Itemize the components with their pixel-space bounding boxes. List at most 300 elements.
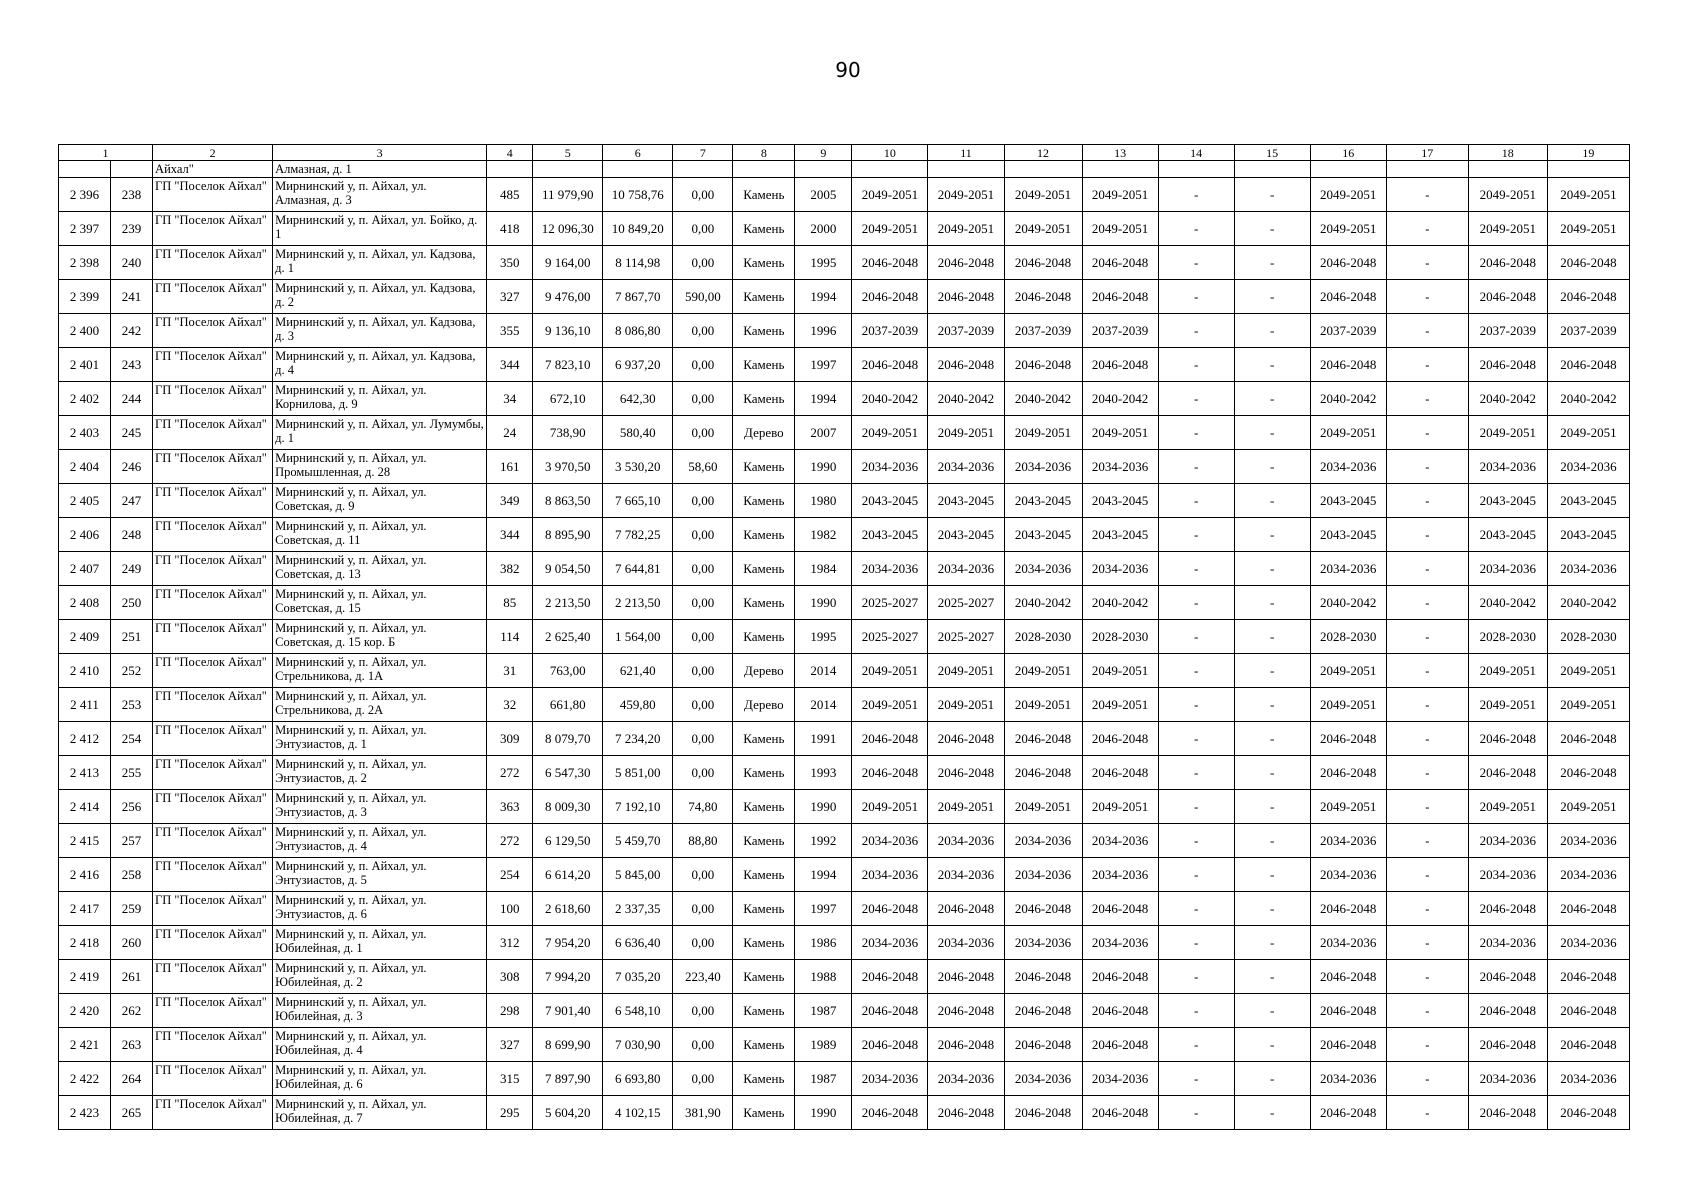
table-row: [59, 892, 1630, 926]
table-cell: 2005: [795, 178, 852, 212]
table-cell: 2 417: [59, 892, 111, 926]
table-cell: Айхал": [153, 161, 273, 178]
housing-register-table: [58, 144, 1630, 1130]
table-cell: 2049-2051: [1310, 688, 1386, 722]
table-cell: 1997: [795, 892, 852, 926]
table-cell: Дерево: [733, 654, 795, 688]
table-row: [59, 620, 1630, 654]
table-cell: [487, 161, 533, 178]
table-cell: 2046-2048: [852, 1028, 928, 1062]
column-number-header: 18: [1468, 145, 1547, 161]
table-cell: 2046-2048: [1468, 994, 1547, 1028]
table-cell: 244: [111, 382, 153, 416]
table-cell: 2046-2048: [852, 280, 928, 314]
table-cell: 2037-2039: [1082, 314, 1158, 348]
table-cell: Мирнинский у, п. Айхал, ул. Юбилейная, д. 4: [273, 1028, 487, 1062]
table-cell: 2049-2051: [928, 688, 1004, 722]
table-cell: 8 114,98: [603, 246, 673, 280]
table-cell: Мирнинский у, п. Айхал, ул. Юбилейная, д. 1: [273, 926, 487, 960]
table-cell: Камень: [733, 348, 795, 382]
table-cell: 2046-2048: [928, 756, 1004, 790]
table-cell: 272: [487, 756, 533, 790]
table-row: [59, 484, 1630, 518]
table-cell: 298: [487, 994, 533, 1028]
table-cell: -: [1386, 246, 1468, 280]
table-cell: 2049-2051: [1547, 790, 1629, 824]
table-cell: -: [1158, 858, 1234, 892]
table-cell: 2046-2048: [1310, 1096, 1386, 1130]
table-cell: 2007: [795, 416, 852, 450]
table-cell: 0,00: [673, 654, 733, 688]
table-cell: 2049-2051: [1468, 416, 1547, 450]
table-cell: 2014: [795, 654, 852, 688]
table-cell: 7 234,20: [603, 722, 673, 756]
table-cell: 243: [111, 348, 153, 382]
table-cell: 2040-2042: [1082, 586, 1158, 620]
table-cell: 2043-2045: [1468, 518, 1547, 552]
table-cell: 255: [111, 756, 153, 790]
table-cell: 2049-2051: [1082, 790, 1158, 824]
table-cell: Мирнинский у, п. Айхал, ул. Кадзова, д. 2: [273, 280, 487, 314]
table-cell: 2049-2051: [1082, 416, 1158, 450]
table-cell: 1990: [795, 450, 852, 484]
table-cell: 2040-2042: [1310, 382, 1386, 416]
table-cell: 2034-2036: [1082, 552, 1158, 586]
table-cell: [733, 161, 795, 178]
table-cell: Камень: [733, 722, 795, 756]
table-cell: 251: [111, 620, 153, 654]
table-cell: 3 530,20: [603, 450, 673, 484]
table-cell: 2049-2051: [1004, 688, 1082, 722]
table-cell: 661,80: [533, 688, 603, 722]
table-cell: 1987: [795, 994, 852, 1028]
table-cell: 1984: [795, 552, 852, 586]
table-cell: -: [1158, 518, 1234, 552]
column-number-header: 14: [1158, 145, 1234, 161]
table-cell: 2046-2048: [1547, 756, 1629, 790]
table-cell: 2049-2051: [852, 212, 928, 246]
table-cell: -: [1386, 756, 1468, 790]
table-cell: -: [1234, 824, 1310, 858]
table-cell: -: [1234, 1096, 1310, 1130]
table-cell: 2000: [795, 212, 852, 246]
table-cell: 2034-2036: [1310, 552, 1386, 586]
column-number-header: 2: [153, 145, 273, 161]
table-cell: 2049-2051: [1468, 654, 1547, 688]
table-cell: 2034-2036: [1004, 1062, 1082, 1096]
table-cell: 2046-2048: [928, 960, 1004, 994]
table-cell: 2046-2048: [852, 348, 928, 382]
column-number-header: 6: [603, 145, 673, 161]
table-cell: 2034-2036: [1547, 926, 1629, 960]
table-cell: 239: [111, 212, 153, 246]
table-cell: 2034-2036: [1468, 450, 1547, 484]
table-cell: 7 901,40: [533, 994, 603, 1028]
table-cell: 5 459,70: [603, 824, 673, 858]
table-cell: 2040-2042: [1004, 586, 1082, 620]
table-cell: -: [1386, 926, 1468, 960]
table-cell: 1994: [795, 382, 852, 416]
table-cell: 31: [487, 654, 533, 688]
table-cell: 223,40: [673, 960, 733, 994]
table-cell: 2 421: [59, 1028, 111, 1062]
table-cell: 2046-2048: [1004, 994, 1082, 1028]
table-cell: 2028-2030: [1004, 620, 1082, 654]
table-cell: 2049-2051: [1310, 416, 1386, 450]
table-cell: 9 054,50: [533, 552, 603, 586]
table-cell: 2 413: [59, 756, 111, 790]
column-number-header: 7: [673, 145, 733, 161]
table-cell: ГП "Поселок Айхал": [153, 1062, 273, 1096]
table-cell: -: [1386, 484, 1468, 518]
table-cell: 74,80: [673, 790, 733, 824]
table-cell: Камень: [733, 1062, 795, 1096]
column-number-header: 5: [533, 145, 603, 161]
table-cell: Камень: [733, 314, 795, 348]
table-cell: 2049-2051: [1082, 212, 1158, 246]
table-row: [59, 688, 1630, 722]
table-cell: -: [1386, 348, 1468, 382]
table-cell: Мирнинский у, п. Айхал, ул. Кадзова, д. 1: [273, 246, 487, 280]
table-cell: 2034-2036: [928, 926, 1004, 960]
table-cell: 265: [111, 1096, 153, 1130]
table-cell: 6 693,80: [603, 1062, 673, 1096]
table-cell: ГП "Поселок Айхал": [153, 1096, 273, 1130]
table-cell: 2025-2027: [928, 586, 1004, 620]
table-cell: 2 403: [59, 416, 111, 450]
table-cell: ГП "Поселок Айхал": [153, 960, 273, 994]
table-cell: ГП "Поселок Айхал": [153, 654, 273, 688]
table-cell: -: [1234, 246, 1310, 280]
table-cell: 2 405: [59, 484, 111, 518]
table-cell: -: [1158, 178, 1234, 212]
table-cell: -: [1234, 552, 1310, 586]
table-cell: 9 476,00: [533, 280, 603, 314]
table-cell: [852, 161, 928, 178]
table-cell: [1468, 161, 1547, 178]
table-cell: Мирнинский у, п. Айхал, ул. Бойко, д. 1: [273, 212, 487, 246]
table-cell: Мирнинский у, п. Айхал, ул. Энтузиастов, д. 4: [273, 824, 487, 858]
table-cell: 2049-2051: [1004, 790, 1082, 824]
table-cell: ГП "Поселок Айхал": [153, 926, 273, 960]
table-cell: -: [1234, 926, 1310, 960]
table-cell: 2046-2048: [928, 246, 1004, 280]
table-cell: 738,90: [533, 416, 603, 450]
table-cell: 2040-2042: [1082, 382, 1158, 416]
table-cell: 2040-2042: [1004, 382, 1082, 416]
table-row: [59, 348, 1630, 382]
table-cell: Мирнинский у, п. Айхал, ул. Юбилейная, д. 2: [273, 960, 487, 994]
table-cell: 2049-2051: [1547, 416, 1629, 450]
table-row: [59, 178, 1630, 212]
table-cell: 2046-2048: [1004, 756, 1082, 790]
table-cell: 0,00: [673, 722, 733, 756]
table-cell: 2046-2048: [1004, 348, 1082, 382]
table-cell: 2034-2036: [928, 824, 1004, 858]
table-cell: 2034-2036: [852, 552, 928, 586]
table-cell: ГП "Поселок Айхал": [153, 756, 273, 790]
table-cell: 2046-2048: [1547, 892, 1629, 926]
table-cell: ГП "Поселок Айхал": [153, 246, 273, 280]
table-cell: 2049-2051: [928, 212, 1004, 246]
table-cell: 1992: [795, 824, 852, 858]
table-cell: 10 849,20: [603, 212, 673, 246]
table-cell: -: [1158, 586, 1234, 620]
table-cell: 2046-2048: [1547, 348, 1629, 382]
table-cell: 2034-2036: [1468, 926, 1547, 960]
table-cell: 2 409: [59, 620, 111, 654]
table-cell: 2043-2045: [1547, 484, 1629, 518]
table-cell: [111, 161, 153, 178]
table-cell: 1994: [795, 858, 852, 892]
table-cell: -: [1234, 1028, 1310, 1062]
table-cell: ГП "Поселок Айхал": [153, 178, 273, 212]
table-cell: 1980: [795, 484, 852, 518]
table-cell: 381,90: [673, 1096, 733, 1130]
table-cell: -: [1234, 348, 1310, 382]
table-cell: 2025-2027: [928, 620, 1004, 654]
table-cell: 6 636,40: [603, 926, 673, 960]
table-cell: 252: [111, 654, 153, 688]
table-cell: -: [1158, 1096, 1234, 1130]
table-cell: 2046-2048: [1004, 892, 1082, 926]
table-cell: 0,00: [673, 926, 733, 960]
table-cell: ГП "Поселок Айхал": [153, 586, 273, 620]
table-cell: 2046-2048: [852, 892, 928, 926]
table-cell: -: [1234, 382, 1310, 416]
table-cell: 2034-2036: [1004, 858, 1082, 892]
table-cell: Мирнинский у, п. Айхал, ул. Стрельникова, д. 2А: [273, 688, 487, 722]
table-cell: 2028-2030: [1310, 620, 1386, 654]
table-cell: 2034-2036: [1547, 450, 1629, 484]
table-cell: -: [1158, 348, 1234, 382]
table-cell: 0,00: [673, 348, 733, 382]
table-cell: 485: [487, 178, 533, 212]
table-cell: 2037-2039: [928, 314, 1004, 348]
table-cell: -: [1234, 212, 1310, 246]
table-cell: 2034-2036: [928, 1062, 1004, 1096]
table-cell: 2 414: [59, 790, 111, 824]
table-cell: 242: [111, 314, 153, 348]
table-cell: 0,00: [673, 518, 733, 552]
table-cell: -: [1386, 518, 1468, 552]
table-cell: 1996: [795, 314, 852, 348]
table-cell: [603, 161, 673, 178]
table-cell: 2034-2036: [928, 858, 1004, 892]
table-cell: -: [1386, 416, 1468, 450]
table-cell: ГП "Поселок Айхал": [153, 382, 273, 416]
table-cell: 2046-2048: [1004, 1028, 1082, 1062]
continuation-row: [59, 161, 1630, 178]
table-cell: Мирнинский у, п. Айхал, ул. Корнилова, д. 9: [273, 382, 487, 416]
table-cell: 0,00: [673, 620, 733, 654]
table-cell: 2049-2051: [852, 688, 928, 722]
table-cell: -: [1158, 688, 1234, 722]
table-cell: ГП "Поселок Айхал": [153, 620, 273, 654]
table-cell: 2034-2036: [1547, 552, 1629, 586]
table-cell: 6 614,20: [533, 858, 603, 892]
table-cell: 2043-2045: [1547, 518, 1629, 552]
table-cell: -: [1234, 756, 1310, 790]
table-cell: 2046-2048: [1468, 892, 1547, 926]
table-cell: 2046-2048: [928, 348, 1004, 382]
table-row: [59, 246, 1630, 280]
table-cell: -: [1234, 314, 1310, 348]
table-cell: 1990: [795, 1096, 852, 1130]
table-cell: 2034-2036: [1004, 450, 1082, 484]
table-row: [59, 824, 1630, 858]
table-cell: 1989: [795, 1028, 852, 1062]
table-cell: 7 035,20: [603, 960, 673, 994]
table-cell: [1004, 161, 1082, 178]
table-row: [59, 280, 1630, 314]
column-number-header-row: [59, 145, 1630, 161]
table-cell: 2046-2048: [928, 1028, 1004, 1062]
table-row: [59, 212, 1630, 246]
table-cell: 2046-2048: [1468, 722, 1547, 756]
table-cell: 2040-2042: [1468, 382, 1547, 416]
table-cell: [1386, 161, 1468, 178]
table-cell: ГП "Поселок Айхал": [153, 518, 273, 552]
table-cell: 2046-2048: [1082, 1096, 1158, 1130]
table-cell: 2034-2036: [1004, 926, 1082, 960]
column-number-header: 17: [1386, 145, 1468, 161]
table-cell: 621,40: [603, 654, 673, 688]
table-cell: 6 548,10: [603, 994, 673, 1028]
table-cell: 2049-2051: [1004, 212, 1082, 246]
table-cell: 2049-2051: [928, 654, 1004, 688]
table-cell: 2034-2036: [1468, 552, 1547, 586]
table-cell: 2 397: [59, 212, 111, 246]
table-cell: 34: [487, 382, 533, 416]
table-cell: 2034-2036: [1547, 858, 1629, 892]
table-cell: -: [1386, 314, 1468, 348]
table-cell: 238: [111, 178, 153, 212]
table-cell: Мирнинский у, п. Айхал, ул. Юбилейная, д. 6: [273, 1062, 487, 1096]
table-cell: Камень: [733, 960, 795, 994]
table-cell: Мирнинский у, п. Айхал, ул. Энтузиастов, д. 1: [273, 722, 487, 756]
table-cell: -: [1234, 892, 1310, 926]
table-cell: 2043-2045: [1082, 518, 1158, 552]
table-cell: 0,00: [673, 382, 733, 416]
table-cell: Камень: [733, 620, 795, 654]
table-cell: [1547, 161, 1629, 178]
table-cell: Камень: [733, 178, 795, 212]
table-row: [59, 722, 1630, 756]
table-cell: 2049-2051: [928, 790, 1004, 824]
table-cell: 2034-2036: [1468, 1062, 1547, 1096]
table-cell: 2037-2039: [1547, 314, 1629, 348]
table-cell: 2046-2048: [1310, 892, 1386, 926]
table-cell: [533, 161, 603, 178]
table-cell: 642,30: [603, 382, 673, 416]
table-cell: 2043-2045: [1310, 518, 1386, 552]
table-cell: 2049-2051: [928, 416, 1004, 450]
table-row: [59, 960, 1630, 994]
table-cell: 309: [487, 722, 533, 756]
table-cell: 114: [487, 620, 533, 654]
table-cell: Мирнинский у, п. Айхал, ул. Юбилейная, д. 7: [273, 1096, 487, 1130]
table-cell: -: [1234, 178, 1310, 212]
table-cell: 2046-2048: [1004, 246, 1082, 280]
column-number-header: 11: [928, 145, 1004, 161]
table-cell: -: [1386, 960, 1468, 994]
table-cell: 2049-2051: [852, 416, 928, 450]
table-row: [59, 314, 1630, 348]
table-cell: 2034-2036: [1310, 1062, 1386, 1096]
table-cell: -: [1158, 654, 1234, 688]
table-row: [59, 1028, 1630, 1062]
table-cell: 258: [111, 858, 153, 892]
table-cell: ГП "Поселок Айхал": [153, 416, 273, 450]
table-cell: 2046-2048: [928, 280, 1004, 314]
table-cell: 350: [487, 246, 533, 280]
table-cell: 1995: [795, 246, 852, 280]
table-cell: [1234, 161, 1310, 178]
table-cell: 6 129,50: [533, 824, 603, 858]
table-cell: 1993: [795, 756, 852, 790]
table-cell: 418: [487, 212, 533, 246]
table-cell: 2046-2048: [1082, 722, 1158, 756]
table-cell: 2034-2036: [1547, 1062, 1629, 1096]
table-cell: 2046-2048: [928, 1096, 1004, 1130]
table-cell: 0,00: [673, 858, 733, 892]
table-cell: 2040-2042: [1547, 382, 1629, 416]
table-cell: 85: [487, 586, 533, 620]
table-cell: 8 086,80: [603, 314, 673, 348]
table-cell: [928, 161, 1004, 178]
table-row: [59, 756, 1630, 790]
table-row: [59, 994, 1630, 1028]
table-cell: ГП "Поселок Айхал": [153, 450, 273, 484]
table-cell: 0,00: [673, 892, 733, 926]
table-cell: ГП "Поселок Айхал": [153, 790, 273, 824]
table-cell: 382: [487, 552, 533, 586]
table-cell: 7 782,25: [603, 518, 673, 552]
table-row: [59, 654, 1630, 688]
table-cell: 8 699,90: [533, 1028, 603, 1062]
table-cell: 261: [111, 960, 153, 994]
table-cell: -: [1158, 484, 1234, 518]
table-cell: 2046-2048: [1547, 246, 1629, 280]
column-number-header: 13: [1082, 145, 1158, 161]
table-row: [59, 790, 1630, 824]
table-cell: ГП "Поселок Айхал": [153, 348, 273, 382]
table-cell: 8 009,30: [533, 790, 603, 824]
column-number-header: 16: [1310, 145, 1386, 161]
table-cell: 0,00: [673, 994, 733, 1028]
table-cell: Камень: [733, 382, 795, 416]
table-cell: -: [1158, 1028, 1234, 1062]
table-cell: Дерево: [733, 688, 795, 722]
table-cell: 3 970,50: [533, 450, 603, 484]
table-cell: 241: [111, 280, 153, 314]
table-cell: 2046-2048: [1547, 1028, 1629, 1062]
table-cell: 2046-2048: [852, 960, 928, 994]
table-cell: ГП "Поселок Айхал": [153, 314, 273, 348]
table-cell: [1310, 161, 1386, 178]
table-cell: 2046-2048: [928, 722, 1004, 756]
table-cell: Камень: [733, 212, 795, 246]
table-cell: 2043-2045: [1004, 518, 1082, 552]
table-cell: 2 402: [59, 382, 111, 416]
table-cell: 2037-2039: [1004, 314, 1082, 348]
table-cell: -: [1386, 1028, 1468, 1062]
table-cell: 2046-2048: [1082, 1028, 1158, 1062]
table-cell: Мирнинский у, п. Айхал, ул. Энтузиастов, д. 2: [273, 756, 487, 790]
table-cell: 8 895,90: [533, 518, 603, 552]
table-cell: 58,60: [673, 450, 733, 484]
